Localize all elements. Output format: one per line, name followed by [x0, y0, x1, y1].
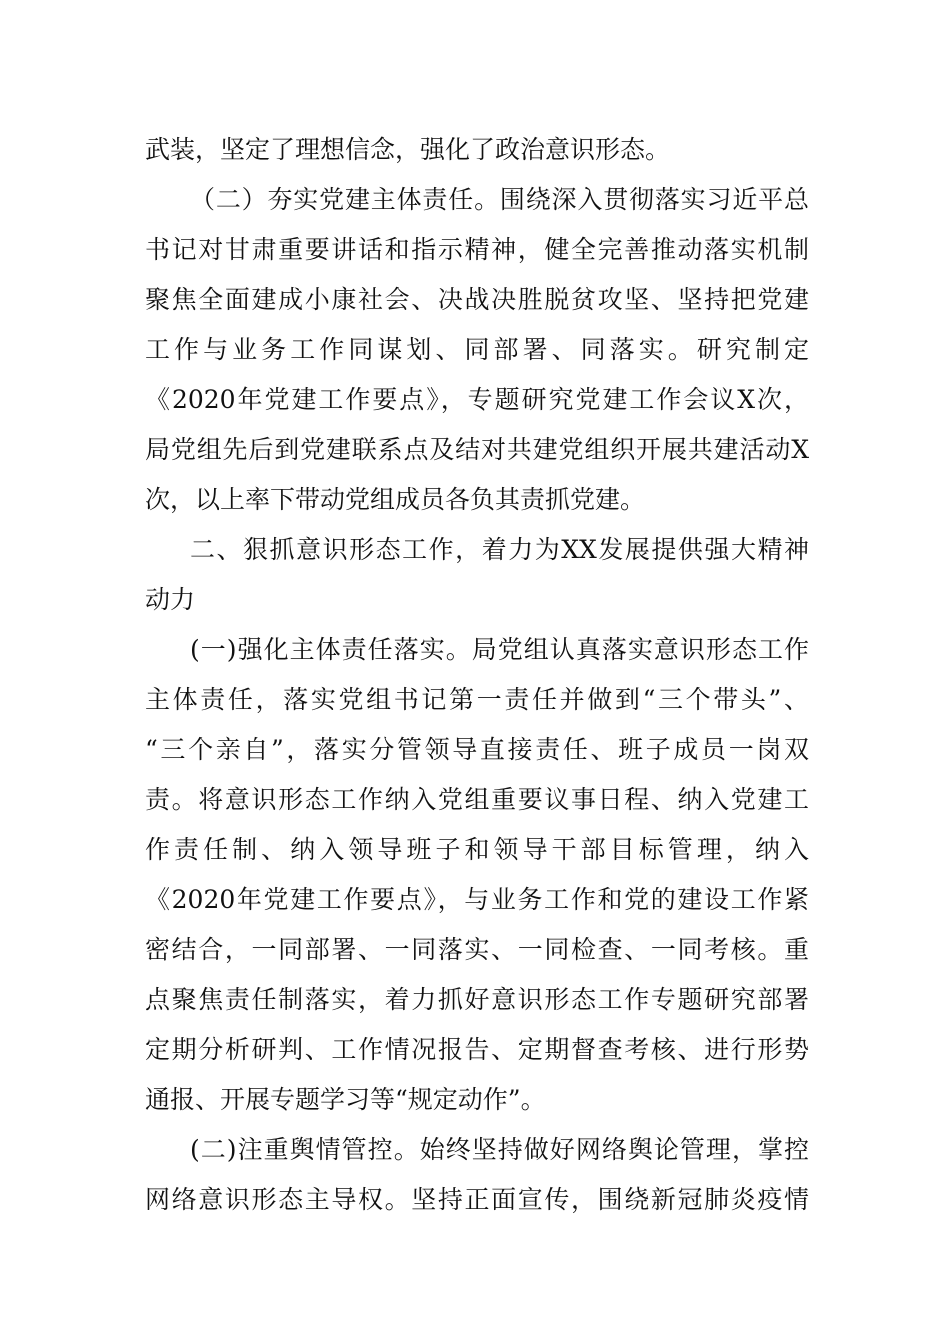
text-line-11: (一)强化主体责任落实。局党组认真落实意识形态工作	[190, 635, 809, 664]
text-line-6: 《2020年党建工作要点》，专题研究党建工作会议X次，	[145, 385, 809, 414]
section-heading-continued: 动力	[145, 585, 196, 614]
text-line-3: 书记对甘肃重要讲话和指示精神，健全完善推动落实机制	[145, 235, 809, 264]
text-line-7: 局党组先后到党建联系点及结对共建党组织开展共建活动X	[145, 435, 809, 464]
text-line-15: 作责任制、纳入领导班子和领导干部目标管理，纳入	[145, 835, 809, 864]
text-line-19: 定期分析研判、工作情况报告、定期督查考核、进行形势	[145, 1035, 809, 1064]
text-line-5: 工作与业务工作同谋划、同部署、同落实。研究制定	[145, 335, 809, 364]
text-line-21: (二)注重舆情管控。始终坚持做好网络舆论管理，掌控	[190, 1135, 809, 1164]
text-line-8: 次，以上率下带动党组成员各负其责抓党建。	[145, 485, 646, 514]
text-line-17: 密结合，一同部署、一同落实、一同检查、一同考核。重	[145, 935, 809, 964]
section-heading: 二、狠抓意识形态工作，着力为XX发展提供强大精神	[190, 535, 809, 564]
text-line-16: 《2020年党建工作要点》，与业务工作和党的建设工作紧	[145, 885, 809, 914]
text-line-4: 聚焦全面建成小康社会、决战决胜脱贫攻坚、坚持把党建	[145, 285, 809, 314]
text-line-1: 武装，坚定了理想信念，强化了政治意识形态。	[145, 135, 671, 164]
text-line-22: 网络意识形态主导权。坚持正面宣传，围绕新冠肺炎疫情	[145, 1185, 809, 1214]
text-line-12: 主体责任，落实党组书记第一责任并做到“三个带头”、	[145, 685, 809, 714]
text-line-2: （二）夯实党建主体责任。围绕深入贯彻落实习近平总	[190, 185, 809, 214]
text-line-14: 责。将意识形态工作纳入党组重要议事日程、纳入党建工	[145, 785, 809, 814]
text-line-18: 点聚焦责任制落实，着力抓好意识形态工作专题研究部署	[145, 985, 809, 1014]
text-line-20: 通报、开展专题学习等“规定动作”。	[145, 1085, 546, 1114]
text-line-13: “三个亲自”，落实分管领导直接责任、班子成员一岗双	[145, 735, 809, 764]
